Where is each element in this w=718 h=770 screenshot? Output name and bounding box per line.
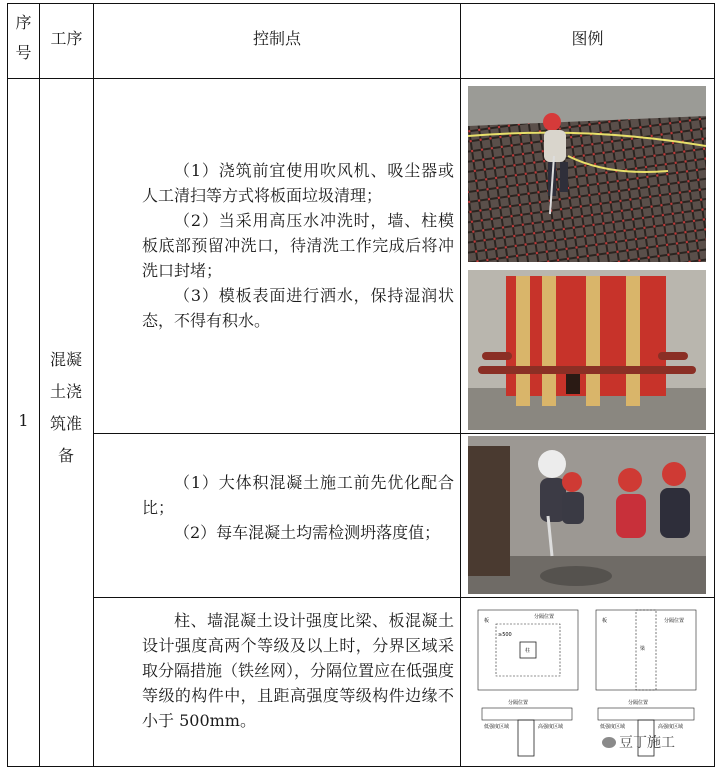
process-line: 备 [57, 446, 74, 465]
process-line: 混凝 [49, 350, 82, 369]
header-bottom-border [7, 78, 715, 79]
header-seq: 序 号 [15, 13, 32, 62]
table-left-border [7, 3, 8, 767]
col-divider-2 [93, 3, 94, 767]
control-item: （1）大体积混凝土施工前先优化配合比； [142, 473, 454, 517]
header-process: 工序 [50, 29, 83, 48]
table-top-border [7, 3, 715, 4]
diagram-label: ≥500 [498, 632, 512, 638]
col-divider-3 [460, 3, 461, 767]
control-item: （1）浇筑前宜使用吹风机、吸尘器或人工清扫等方式将板面垃圾清理； [142, 161, 454, 205]
diagram-label: 低强度区域 [600, 724, 626, 730]
watermark [602, 732, 675, 752]
header-control: 控制点 [252, 29, 301, 48]
photo-formwork-port [468, 270, 706, 430]
photo-slab-cleaning [468, 86, 706, 262]
control-item: （3）模板表面进行洒水，保持湿润状态，不得有积水。 [142, 286, 454, 330]
row-seq: 1 [18, 411, 29, 430]
diagram-label: 梁 [640, 646, 646, 652]
diagram-label: 高强度区域 [538, 724, 564, 730]
control-block-2 [142, 470, 454, 545]
watermark-text: 豆丁施工 [619, 735, 675, 751]
diagram-label: 柱 [525, 648, 531, 654]
diagram-label: 板 [602, 618, 608, 624]
diagram-label: 分隔位置 [508, 700, 529, 706]
row-divider-2 [93, 597, 715, 598]
row-divider-1 [93, 433, 715, 434]
control-item: （2）每车混凝土均需检测坍落度值； [174, 523, 441, 542]
control-block-3 [142, 608, 454, 733]
control-block-1 [142, 158, 454, 333]
photo-slump-test [468, 436, 706, 594]
diagram-label: 低强度区域 [484, 724, 510, 730]
diagram-label: 分隔位置 [534, 614, 555, 620]
header-figure: 图例 [571, 29, 604, 48]
table-bottom-border [7, 766, 715, 767]
diagram-label: 分隔位置 [628, 700, 649, 706]
control-item: （2）当采用高压水冲洗时，墙、柱模板底部预留冲洗口，待清洗工作完成后将冲洗口封堵； [142, 211, 454, 280]
row-process [41, 344, 91, 472]
diagram-label: 板 [484, 618, 490, 624]
table-right-border [714, 3, 715, 767]
wechat-icon [602, 737, 616, 748]
process-line: 筑准 [49, 414, 82, 433]
diagram-label: 高强度区域 [658, 724, 684, 730]
process-line: 土浇 [49, 382, 82, 401]
control-item: 柱、墙混凝土设计强度比梁、板混凝土设计强度高两个等级及以上时，分界区域采取分隔措施（铁丝网），分隔位置应在低强度等级的构件中，且距高强度等级构件边缘不小于 500mm。 [142, 611, 455, 730]
diagram-label: 分隔位置 [664, 618, 685, 624]
col-divider-1 [39, 3, 40, 767]
